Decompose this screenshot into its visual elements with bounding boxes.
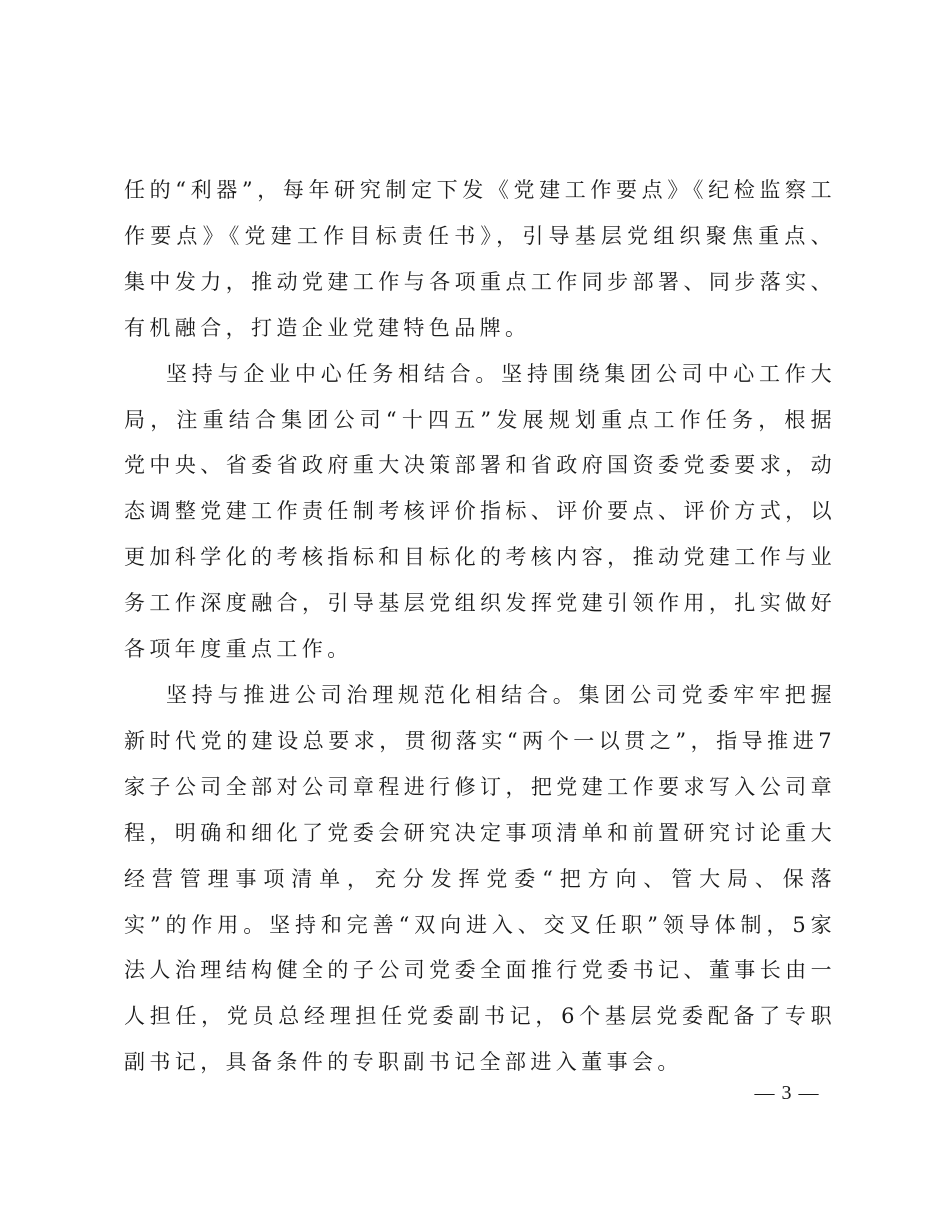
page-number: — 3 —: [754, 1082, 820, 1104]
document-body: [124, 168, 836, 1086]
paragraph-corporate-governance: 坚持与推进公司治理规范化相结合。集团公司党委牢牢把握新时代党的建设总要求，贯彻落实“两个一以贯之”，指导推进7家子公司全部对公司章程进行修订，把党建工作要求写入公司章程，明确和细化了党委会研究决定事项清单和前置研究讨论重大经营管理事项清单，充分发挥党委“把方向、管大局、保落实”的作用。坚持和完善“双向进入、交叉任职”领导体制，5家法人治理结构健全的子公司党委全面推行党委书记、董事长由一人担任，党员总经理担任党委副书记，6个基层党委配备了专职副书记，具备条件的专职副书记全部进入董事会。: [124, 682, 836, 1075]
paragraph-continuation: 任的“利器”，每年研究制定下发《党建工作要点》《纪检监察工作要点》《党建工作目标责任书》，引导基层党组织聚焦重点、集中发力，推动党建工作与各项重点工作同步部署、同步落实、有机融合，打造企业党建特色品牌。: [124, 178, 836, 340]
paragraph-enterprise-central-tasks: 坚持与企业中心任务相结合。坚持围绕集团公司中心工作大局，注重结合集团公司“十四五”发展规划重点工作任务，根据党中央、省委省政府重大决策部署和省政府国资委党委要求，动态调整党建工作责任制考核评价指标、评价要点、评价方式，以更加科学化的考核指标和目标化的考核内容，推动党建工作与业务工作深度融合，引导基层党组织发挥党建引领作用，扎实做好各项年度重点工作。: [124, 361, 836, 662]
